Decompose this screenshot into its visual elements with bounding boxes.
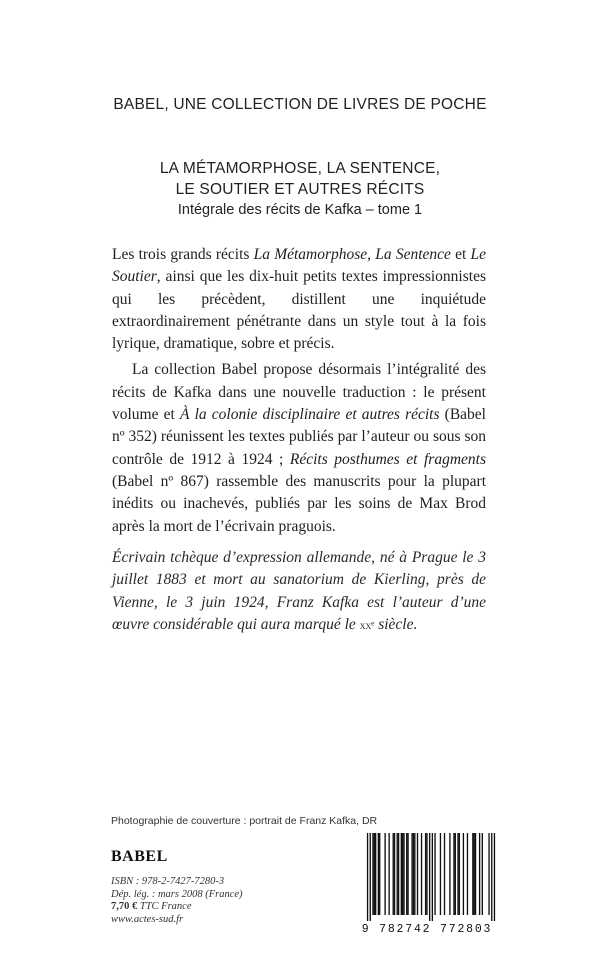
barcode-bar [388, 833, 389, 915]
text-run: Les trois grands récits [112, 246, 254, 263]
publication-meta [111, 876, 243, 926]
bio-end: siècle. [374, 615, 418, 633]
barcode-bar [401, 833, 402, 915]
price: 7,70 € [111, 901, 138, 912]
barcode-bar [367, 833, 368, 921]
work-title: À la colonie disciplinaire et autres récits [179, 406, 440, 424]
barcode-bar [393, 833, 394, 915]
barcode-bars [357, 833, 497, 921]
barcode-bar [432, 833, 433, 921]
barcode-bar [417, 833, 418, 915]
bio-text: Écrivain tchèque d’expression allemande, né à Prague le 3 juillet 1883 et mort au sanatorium de Kierling, près de Vienne, le 3 juin 1924, Franz Kafka est l’auteur d’une œuvre considérable qui aura marqué le [112, 549, 486, 633]
barcode-bar [398, 833, 399, 915]
text-run: La collection Babel propose désormais l’intégralité des récits de Kafka dans une nouvelle traduction : le présent volume et [112, 361, 486, 424]
book-title-line-2: LE SOUTIER ET AUTRES RÉCITS [175, 181, 425, 198]
barcode-bar [453, 833, 454, 915]
barcode-bar [440, 833, 441, 915]
text-run: et [450, 246, 471, 263]
barcode-bar [494, 833, 495, 921]
title-block [0, 158, 600, 221]
barcode-bar [394, 833, 395, 915]
book-subtitle: Intégrale des récits de Kafka – tome 1 [177, 202, 423, 218]
barcode-bar [491, 833, 492, 921]
barcode-bar [429, 833, 430, 921]
barcode-bar [406, 833, 407, 915]
barcode-bar [457, 833, 458, 915]
barcode-bar [414, 833, 415, 915]
barcode-bar [467, 833, 468, 915]
barcode-bar [455, 833, 456, 915]
bio-century: xxᵉ [359, 617, 375, 632]
barcode-bar [444, 833, 445, 915]
barcode-bar [378, 833, 379, 915]
barcode-bar [474, 833, 475, 915]
barcode-bar [411, 833, 412, 915]
isbn: ISBN : 978-2-7427-7280-3 [111, 876, 225, 887]
barcode-bar [475, 833, 476, 915]
work-title: Récits posthumes et fragments [289, 450, 486, 468]
description-paragraph-1 [112, 244, 486, 355]
barcode-bar [402, 833, 403, 915]
barcode-bar [488, 833, 489, 915]
publisher-logo: BABEL [111, 848, 168, 865]
barcode-bar [463, 833, 464, 915]
barcode-bar [397, 833, 398, 915]
barcode-bar [384, 833, 385, 915]
barcode-bar [449, 833, 450, 915]
legal-deposit: Dép. lég. : mars 2008 (France) [111, 888, 243, 900]
barcode [357, 833, 497, 936]
price-line [111, 901, 243, 914]
website: www.actes-sud.fr [111, 913, 184, 925]
barcode-bar [372, 833, 373, 915]
barcode-bar [403, 833, 404, 915]
description-paragraph-2 [112, 359, 486, 537]
barcode-bar [407, 833, 408, 915]
text-run: , ainsi que les dix-huit petits textes impressionnistes qui les précèdent, distillent une inquiétude extraordinairement pénétrante dans un style tout à la fois lyrique, dramatique, sobre et précis. [112, 268, 486, 353]
barcode-bar [479, 833, 480, 915]
barcode-bar [421, 833, 422, 915]
barcode-bar [434, 833, 435, 915]
barcode-bar [459, 833, 460, 915]
series-header: BABEL, UNE COLLECTION DE LIVRES DE POCHE [113, 96, 487, 113]
barcode-bar [379, 833, 380, 915]
text-run: (Babel nº 352) réunissent les textes publiés par l’auteur ou sous son contrôle de 1912 à 1924 ; [112, 406, 486, 468]
barcode-bar [482, 833, 483, 915]
barcode-bar [425, 833, 426, 915]
barcode-bar [370, 833, 371, 921]
barcode-bar [472, 833, 473, 915]
photo-credit: Photographie de couverture : portrait de Franz Kafka, DR [111, 815, 378, 827]
work-title: La Métamorphose, La Sentence [253, 246, 451, 263]
book-description [112, 244, 486, 538]
barcode-digits: 9 782742 772803 [361, 923, 493, 936]
barcode-bar [413, 833, 414, 915]
barcode-bar [374, 833, 375, 915]
text-run: (Babel nº 867) rassemble des manuscrits pour la plupart inédits ou inachevés, publiés par les soins de Max Brod après la mort de l’écrivain praguois. [112, 472, 486, 535]
book-title-line-1: LA MÉTAMORPHOSE, LA SENTENCE, [159, 160, 441, 177]
barcode-bar [375, 833, 376, 915]
author-bio [112, 547, 486, 636]
price-suffix: TTC France [137, 901, 192, 912]
work-title: Le Soutier [112, 246, 486, 286]
barcode-bar [426, 833, 427, 915]
